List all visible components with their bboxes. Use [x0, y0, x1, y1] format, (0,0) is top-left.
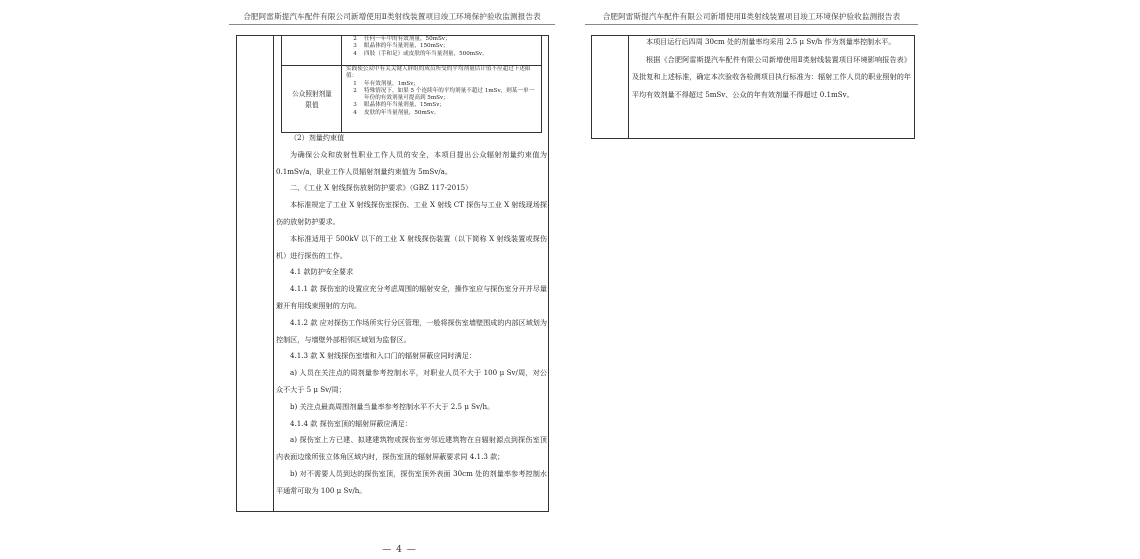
- table-row: 3 眼晶体的年当量剂量，150mSv；: [353, 43, 449, 50]
- paragraph: 本标准规定了工业 X 射线探伤室探伤、工业 X 射线 CT 探伤与工业 X 射线现场探伤的放射防护要求。: [276, 200, 547, 226]
- paragraph: a) 人员在关注点的周剂量参考控制水平，对职业人员不大于 100 μ Sv/周，对公众不大于 5 μ Sv/周；: [276, 368, 547, 394]
- paragraph: b) 关注点最高周围剂量当量率参考控制水平不大于 2.5 μ Sv/h。: [290, 401, 495, 411]
- table-row: 1 年有效剂量，1mSv；: [353, 80, 420, 87]
- paragraph: 为确保公众和放射性职业工作人员的安全，本项目提出公众辐射剂量约束值为 0.1mSv/a，职业工作人员辐射剂量约束值为 5mSv/a。: [276, 149, 547, 176]
- left-running-header: 合肥阿雷斯提汽车配件有限公司新增使用Ⅱ类射线装置项目竣工环境保护验收监测报告表: [243, 12, 541, 21]
- occupational-limit-rows: [346, 36, 538, 58]
- left-body-text: [276, 130, 547, 500]
- paragraph: 4.1.3 款 X 射线探伤室墙和入口门的辐射屏蔽应同时满足：: [290, 351, 476, 361]
- paragraph: a) 探伤室上方已建、拟建建筑物或探伤室旁邻近建筑物在自辐射源点到探伤室顶内表面边缘所张立体角区域内时，探伤室顶的辐射屏蔽要求同 4.1.3 款；: [276, 435, 547, 462]
- right-body-text: [632, 33, 911, 103]
- page-number: — 4 —: [382, 545, 417, 555]
- table-row: 3 眼晶体的年当量剂量，15mSv；: [353, 102, 445, 109]
- left-page: [229, 0, 555, 21]
- paragraph: 本标准适用于 500kV 以下的工业 X 射线探伤装置（以下简称 X 射线装置或探伤机）进行探伤的工作。: [276, 233, 547, 260]
- table-row: 4 皮肤的年当量剂量，50mSv。: [353, 109, 440, 116]
- section-heading-dose-constraint: （2）剂量约束值: [290, 133, 345, 142]
- public-limit-rows: [346, 66, 538, 117]
- section-heading-gbz117: 二、《工业 X 射线探伤放射防护要求》（GBZ 117-2015）: [290, 183, 473, 193]
- table-row: 2 特殊情况下，如果 5 个连续年的平均剂量不超过 1mSv，则某一单一年份的有效剂量可提高到 5mSv；: [353, 87, 535, 102]
- table-row: 4 四肢（手和足）或皮肤的年当量剂量，500mSv。: [353, 50, 488, 57]
- public-limit-intro: 实践使公众中有关关键人群组的成员所受的平均剂量估计值不应超过下述限值：: [346, 66, 531, 80]
- right-running-header: 合肥阿雷斯提汽车配件有限公司新增使用Ⅱ类射线装置项目竣工环境保护验收监测报告表: [602, 12, 901, 21]
- paragraph: 4.1.1 款 探伤室的设置应充分考虑周围的辐射安全，操作室应与探伤室分开并尽量避开有用线束照射的方向。: [276, 284, 547, 310]
- paragraph: 4.1.2 款 应对探伤工作场所实行分区管理，一般将探伤室墙壁围成的内部区域划为控制区，与墙壁外部相邻区域划为监督区。: [276, 317, 547, 344]
- paragraph: 根据《合肥阿雷斯提汽车配件有限公司新增使用Ⅱ类射线装置项目环境影响报告表》及批复和上述标准，确定本次验收各检测项目执行标准为：辐射工作人员的职业照射的年平均有效剂量不得超过 5mSv、公众的年有效剂量不得超过 0.1mSv。: [632, 54, 911, 99]
- right-frame-column-divider: [628, 36, 629, 138]
- right-header-rule: [585, 24, 918, 25]
- paragraph: b) 对不需要人员到达的探伤室顶，探伤室顶外表面 30cm 处的剂量率参考控制水平通常可取为 100 μ Sv/h。: [276, 468, 547, 495]
- right-page: [585, 0, 918, 21]
- table-row: 2 任何一年中的有效剂量，50mSv；: [353, 36, 451, 42]
- left-frame-column-divider: [273, 36, 274, 511]
- left-header-rule: [229, 24, 555, 25]
- public-dose-limit-label: 公众照射剂量限值: [292, 90, 332, 109]
- table-key-column: [282, 35, 342, 132]
- paragraph: 本项目运行后四周 30cm 处的剂量率均采用 2.5 μ Sv/h 作为剂量率控制水平。: [646, 37, 896, 46]
- clause-heading: 4.1.4 款 探伤室顶的辐射屏蔽应满足：: [290, 418, 412, 428]
- dose-limit-table: [281, 35, 542, 133]
- clause-heading: 4.1 款防护安全要求: [290, 267, 354, 277]
